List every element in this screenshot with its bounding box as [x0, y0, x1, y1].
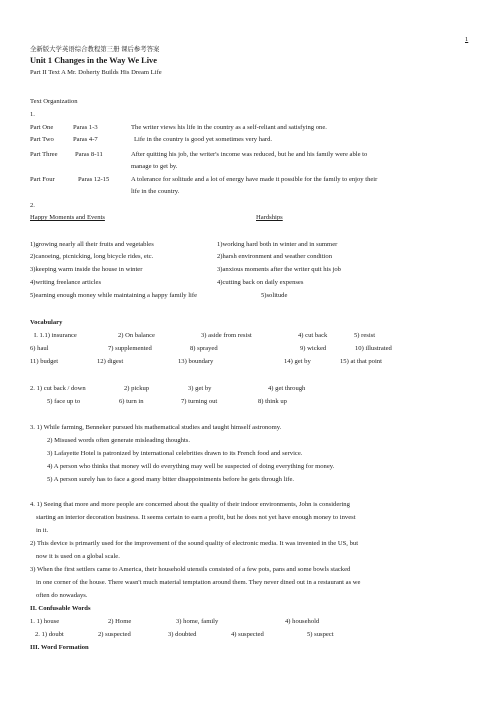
sentence: often do nowadays. — [36, 592, 88, 599]
sentence: in it. — [36, 527, 49, 534]
vocab-answer: 6) haul — [30, 345, 49, 352]
part-paras: Paras 8-11 — [75, 151, 103, 158]
sentence: 3. 1) While farming, Benneker pursued his mathematical studies and taught himself astronomy. — [30, 424, 282, 431]
vocab-answer: 10) illustrated — [355, 345, 392, 352]
part-paras: Paras 12-15 — [78, 176, 110, 183]
part-desc: After quitting his job, the writer's income was reduced, but he and his family were able to — [131, 151, 368, 158]
vocab-answer: 2) pickup — [124, 385, 150, 392]
section-number-1: 1. — [30, 111, 35, 118]
part-desc: Life in the country is good yet sometimes very hard. — [134, 136, 273, 143]
vocab-answer: 5) resist — [354, 332, 376, 339]
part-label: Part Three — [30, 151, 58, 158]
section-number-2: 2. — [30, 202, 35, 209]
part-desc-cont: manage to get by. — [131, 163, 178, 170]
part-paras: Paras 1-3 — [73, 124, 98, 131]
happy-item: 3)keeping warm inside the house in winter — [30, 266, 143, 273]
part-desc: A tolerance for solitude and a lot of energy have made it possible for the family to enjoy their — [131, 176, 378, 183]
header-chinese: 全新版大学英语综合教程第三册 课后参考答案 — [30, 46, 160, 53]
sentence: in one corner of the house. There wasn't much material temptation around them. They never dined out in a restaurant as we — [36, 579, 361, 586]
confusable-answer: 3) home, family — [176, 618, 219, 625]
vocab-answer: 3) aside from resist — [201, 332, 252, 339]
vocab-answer: 8) think up — [258, 398, 287, 405]
vocab-answer: I. 1.1) insurance — [34, 332, 77, 339]
part-desc-cont: life in the country. — [131, 188, 180, 195]
text-organization-heading: Text Organization — [30, 98, 78, 105]
hardship-item: 2)harsh environment and weather condition — [217, 253, 332, 260]
vocab-answer: 7) turning out — [181, 398, 218, 405]
sentence: 5) A person surely has to face a good many bitter disappointments before he gets through life. — [47, 476, 295, 483]
confusable-answer: 2) suspected — [98, 631, 131, 638]
happy-item: 1)growing nearly all their fruits and vegetables — [30, 241, 154, 248]
vocab-answer: 11) budget — [30, 358, 59, 365]
sentence: 3) Lafayette Hotel is patronized by international celebrities drawn to its French food and service. — [47, 450, 303, 457]
part-label: Part Two — [30, 136, 54, 143]
vocab-answer: 6) turn in — [119, 398, 144, 405]
page-number: 1 — [465, 36, 469, 43]
sentence: now it is used on a global scale. — [36, 553, 120, 560]
hardship-item: 4)cutting back on daily expenses — [217, 279, 304, 286]
hardships-heading: Hardships — [256, 214, 283, 221]
sentence: 4) A person who thinks that money will do everything may well be suspected of doing everything for money. — [47, 463, 335, 470]
vocab-answer: 4) cut back — [298, 332, 328, 339]
part-label: Part Four — [30, 176, 55, 183]
hardship-item: 5)solitude — [261, 292, 288, 299]
sentence: 2) Misused words often generate misleading thoughts. — [47, 437, 191, 444]
vocab-answer: 9) wicked — [300, 345, 327, 352]
hardship-item: 3)anxious moments after the writer quit his job — [217, 266, 341, 273]
vocab-answer: 2. 1) cut back / down — [30, 385, 86, 392]
happy-item: 4)writing freelance articles — [30, 279, 102, 286]
vocab-answer: 8) sprayed — [190, 345, 218, 352]
vocab-answer: 14) get by — [284, 358, 311, 365]
hardship-item: 1)working hard both in winter and in summer — [217, 241, 338, 248]
sentence: 4. 1) Seeing that more and more people are concerned about the quality of their indoor environments, John is considering — [30, 501, 350, 508]
vocab-answer: 12) digest — [97, 358, 124, 365]
confusable-answer: 2. 1) doubt — [35, 631, 64, 638]
confusable-heading: II. Confusable Words — [30, 605, 91, 612]
vocabulary-heading: Vocabulary — [30, 319, 63, 326]
confusable-answer: 5) suspect — [307, 631, 334, 638]
vocab-answer: 5) face up to — [47, 398, 81, 405]
happy-item: 2)canoeing, picnicking, long bicycle rides, etc. — [30, 253, 154, 260]
part-title: Part II Text A Mr. Doherty Builds His Dream Life — [30, 69, 162, 76]
confusable-answer: 3) doubted — [168, 631, 197, 638]
part-desc: The writer views his life in the country as a self-reliant and satisfying one. — [131, 124, 327, 131]
part-label: Part One — [30, 124, 54, 131]
vocab-answer: 15) at that point — [340, 358, 382, 365]
vocab-answer: 3) get by — [188, 385, 212, 392]
confusable-answer: 1. 1) house — [30, 618, 60, 625]
unit-title: Unit 1 Changes in the Way We Live — [30, 56, 157, 65]
confusable-answer: 2) Home — [108, 618, 132, 625]
part-paras: Paras 4-7 — [73, 136, 98, 143]
happy-item: 5)earning enough money while maintaining a happy family life — [30, 292, 197, 299]
confusable-answer: 4) suspected — [231, 631, 264, 638]
word-formation-heading: III. Word Formation — [30, 644, 89, 651]
vocab-answer: 2) On balance — [118, 332, 155, 339]
sentence: starting an interior decoration business. It seems certain to earn a profit, but he does not yet have enough money to invest — [36, 514, 356, 521]
vocab-answer: 7) supplemented — [108, 345, 152, 352]
vocab-answer: 13) boundary — [178, 358, 214, 365]
vocab-answer: 4) get through — [268, 385, 306, 392]
sentence: 3) When the first settlers came to America, their household utensils consisted of a few pots, pans and some bowls stacked — [30, 566, 351, 573]
happy-moments-heading: Happy Moments and Events — [30, 214, 105, 221]
confusable-answer: 4) household — [285, 618, 320, 625]
sentence: 2) This device is primarily used for the improvement of the sound quality of electronic media. It was invented in the US, but — [30, 540, 359, 547]
